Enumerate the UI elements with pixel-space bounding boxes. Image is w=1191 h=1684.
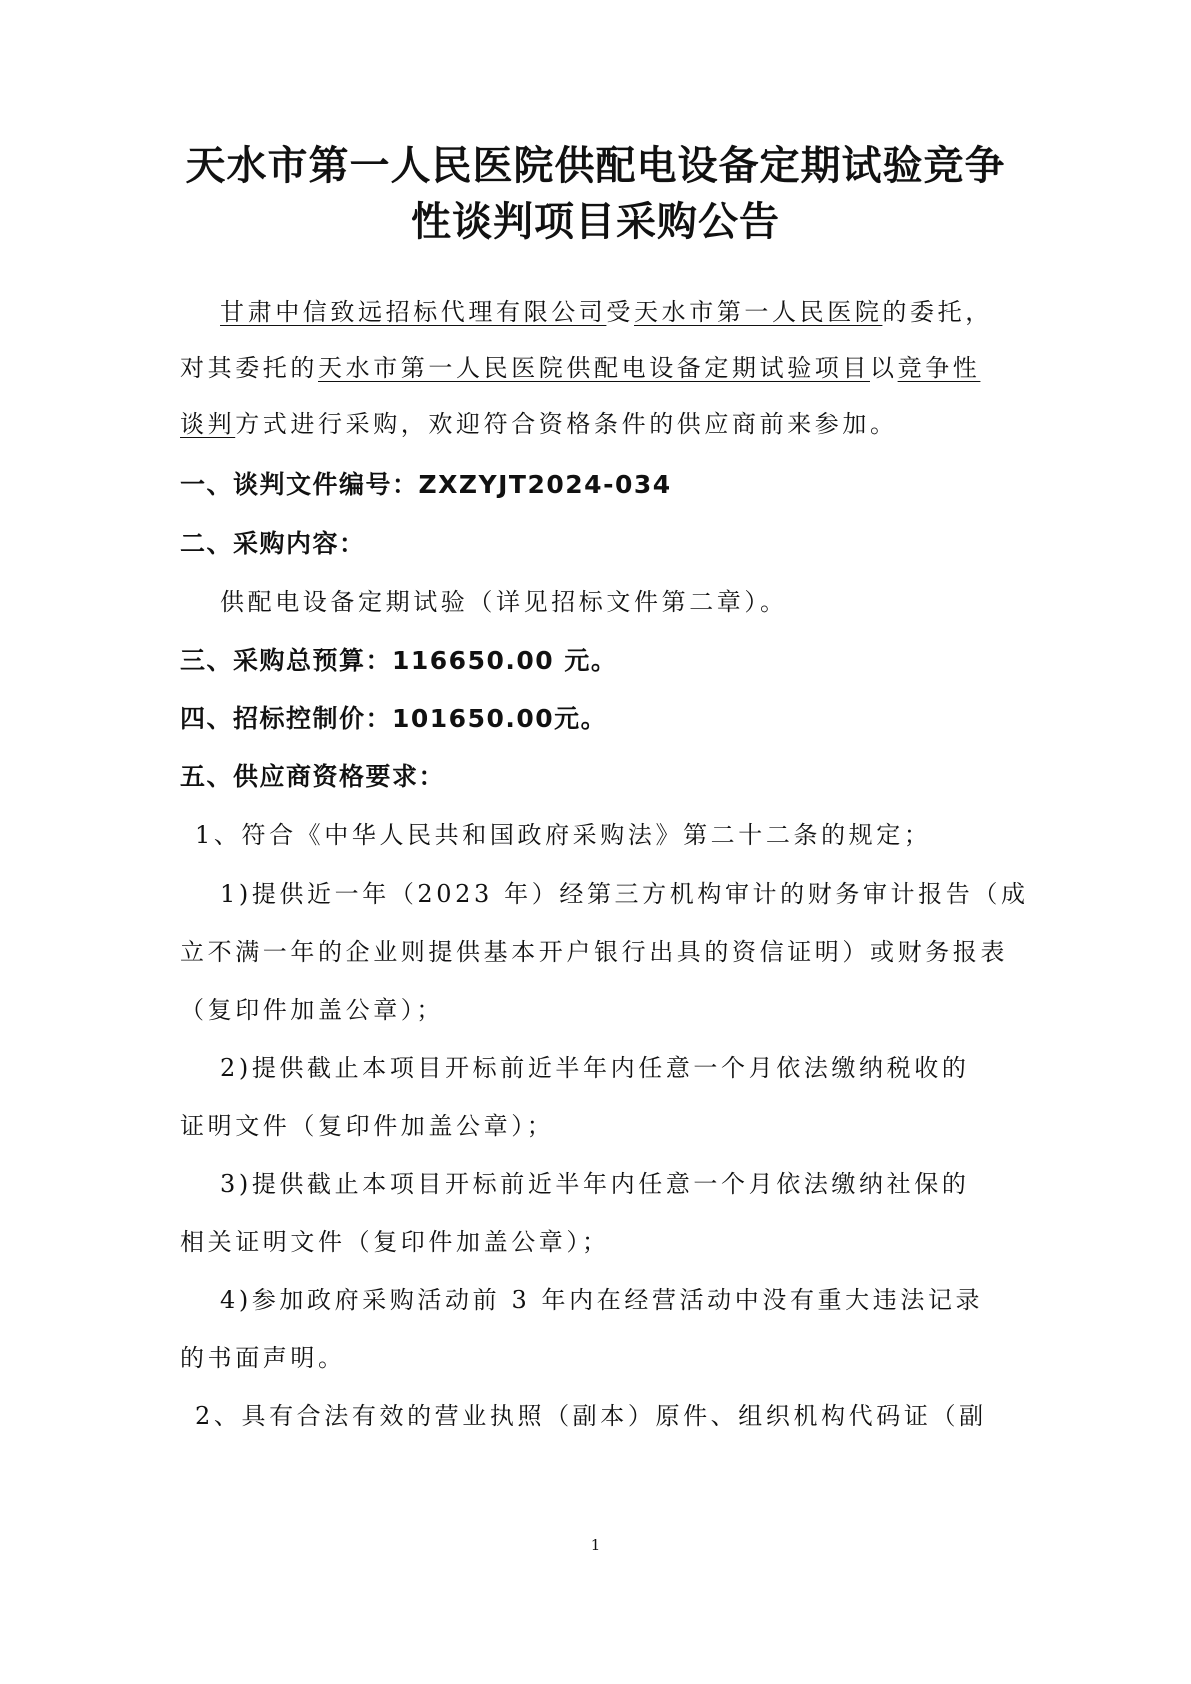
- requirement-1-3-line2: 相关证明文件（复印件加盖公章）；: [180, 1228, 610, 1256]
- intro-text: 受: [606, 298, 635, 326]
- requirement-1: 1、符合《中华人民共和国政府采购法》第二十二条的规定；: [195, 821, 932, 849]
- requirement-2-line1: 2、具有合法有效的营业执照（副本）原件、组织机构代码证（副: [195, 1402, 987, 1430]
- section-heading-5: 五、供应商资格要求：: [180, 762, 446, 791]
- document-title-line1: 天水市第一人民医院供配电设备定期试验竞争: [185, 143, 1006, 189]
- agency-name: 甘肃中信致远招标代理有限公司: [220, 298, 607, 326]
- requirement-1-4-line2: 的书面声明。: [180, 1344, 346, 1372]
- requirement-1-4-line1: 4)参加政府采购活动前 3 年内在经营活动中没有重大违法记录: [220, 1286, 984, 1314]
- intro-text: 方式进行采购，欢迎符合资格条件的供应商前来参加。: [235, 410, 898, 438]
- page-number: 1: [590, 1536, 601, 1554]
- section-heading-3: 三、采购总预算：116650.00 元。: [180, 646, 618, 675]
- purchaser-name: 天水市第一人民医院: [634, 298, 883, 326]
- section2-content: 供配电设备定期试验（详见招标文件第二章）。: [220, 588, 788, 616]
- requirement-1-1-line3: （复印件加盖公章）；: [180, 996, 444, 1024]
- intro-text: 以: [870, 354, 898, 382]
- intro-line2: [180, 350, 980, 386]
- project-name: 天水市第一人民医院供配电设备定期试验项目: [318, 354, 870, 382]
- requirement-1-1-line1: 1)提供近一年（2023 年）经第三方机构审计的财务审计报告（成: [220, 880, 1029, 908]
- section-heading-2: 二、采购内容：: [180, 529, 366, 558]
- procurement-method-cont: 谈判: [180, 410, 236, 438]
- intro-text: 的委托，: [882, 298, 993, 326]
- section-heading-4: 四、招标控制价：101650.00元。: [180, 704, 608, 733]
- requirement-1-3-line1: 3)提供截止本项目开标前近半年内任意一个月依法缴纳社保的: [220, 1170, 970, 1198]
- intro-line1: [220, 294, 993, 330]
- requirement-1-1-line2: 立不满一年的企业则提供基本开户银行出具的资信证明）或财务报表: [180, 938, 1008, 966]
- document-title-line2: 性谈判项目采购公告: [411, 199, 780, 245]
- intro-text: 对其委托的: [180, 354, 318, 382]
- requirement-1-2-line1: 2)提供截止本项目开标前近半年内任意一个月依法缴纳税收的: [220, 1054, 970, 1082]
- section-heading-1: 一、谈判文件编号：ZXZYJT2024-034: [180, 470, 672, 499]
- procurement-method: 竞争性: [897, 354, 981, 382]
- intro-line3: [180, 406, 898, 442]
- requirement-1-2-line2: 证明文件（复印件加盖公章）；: [180, 1112, 555, 1140]
